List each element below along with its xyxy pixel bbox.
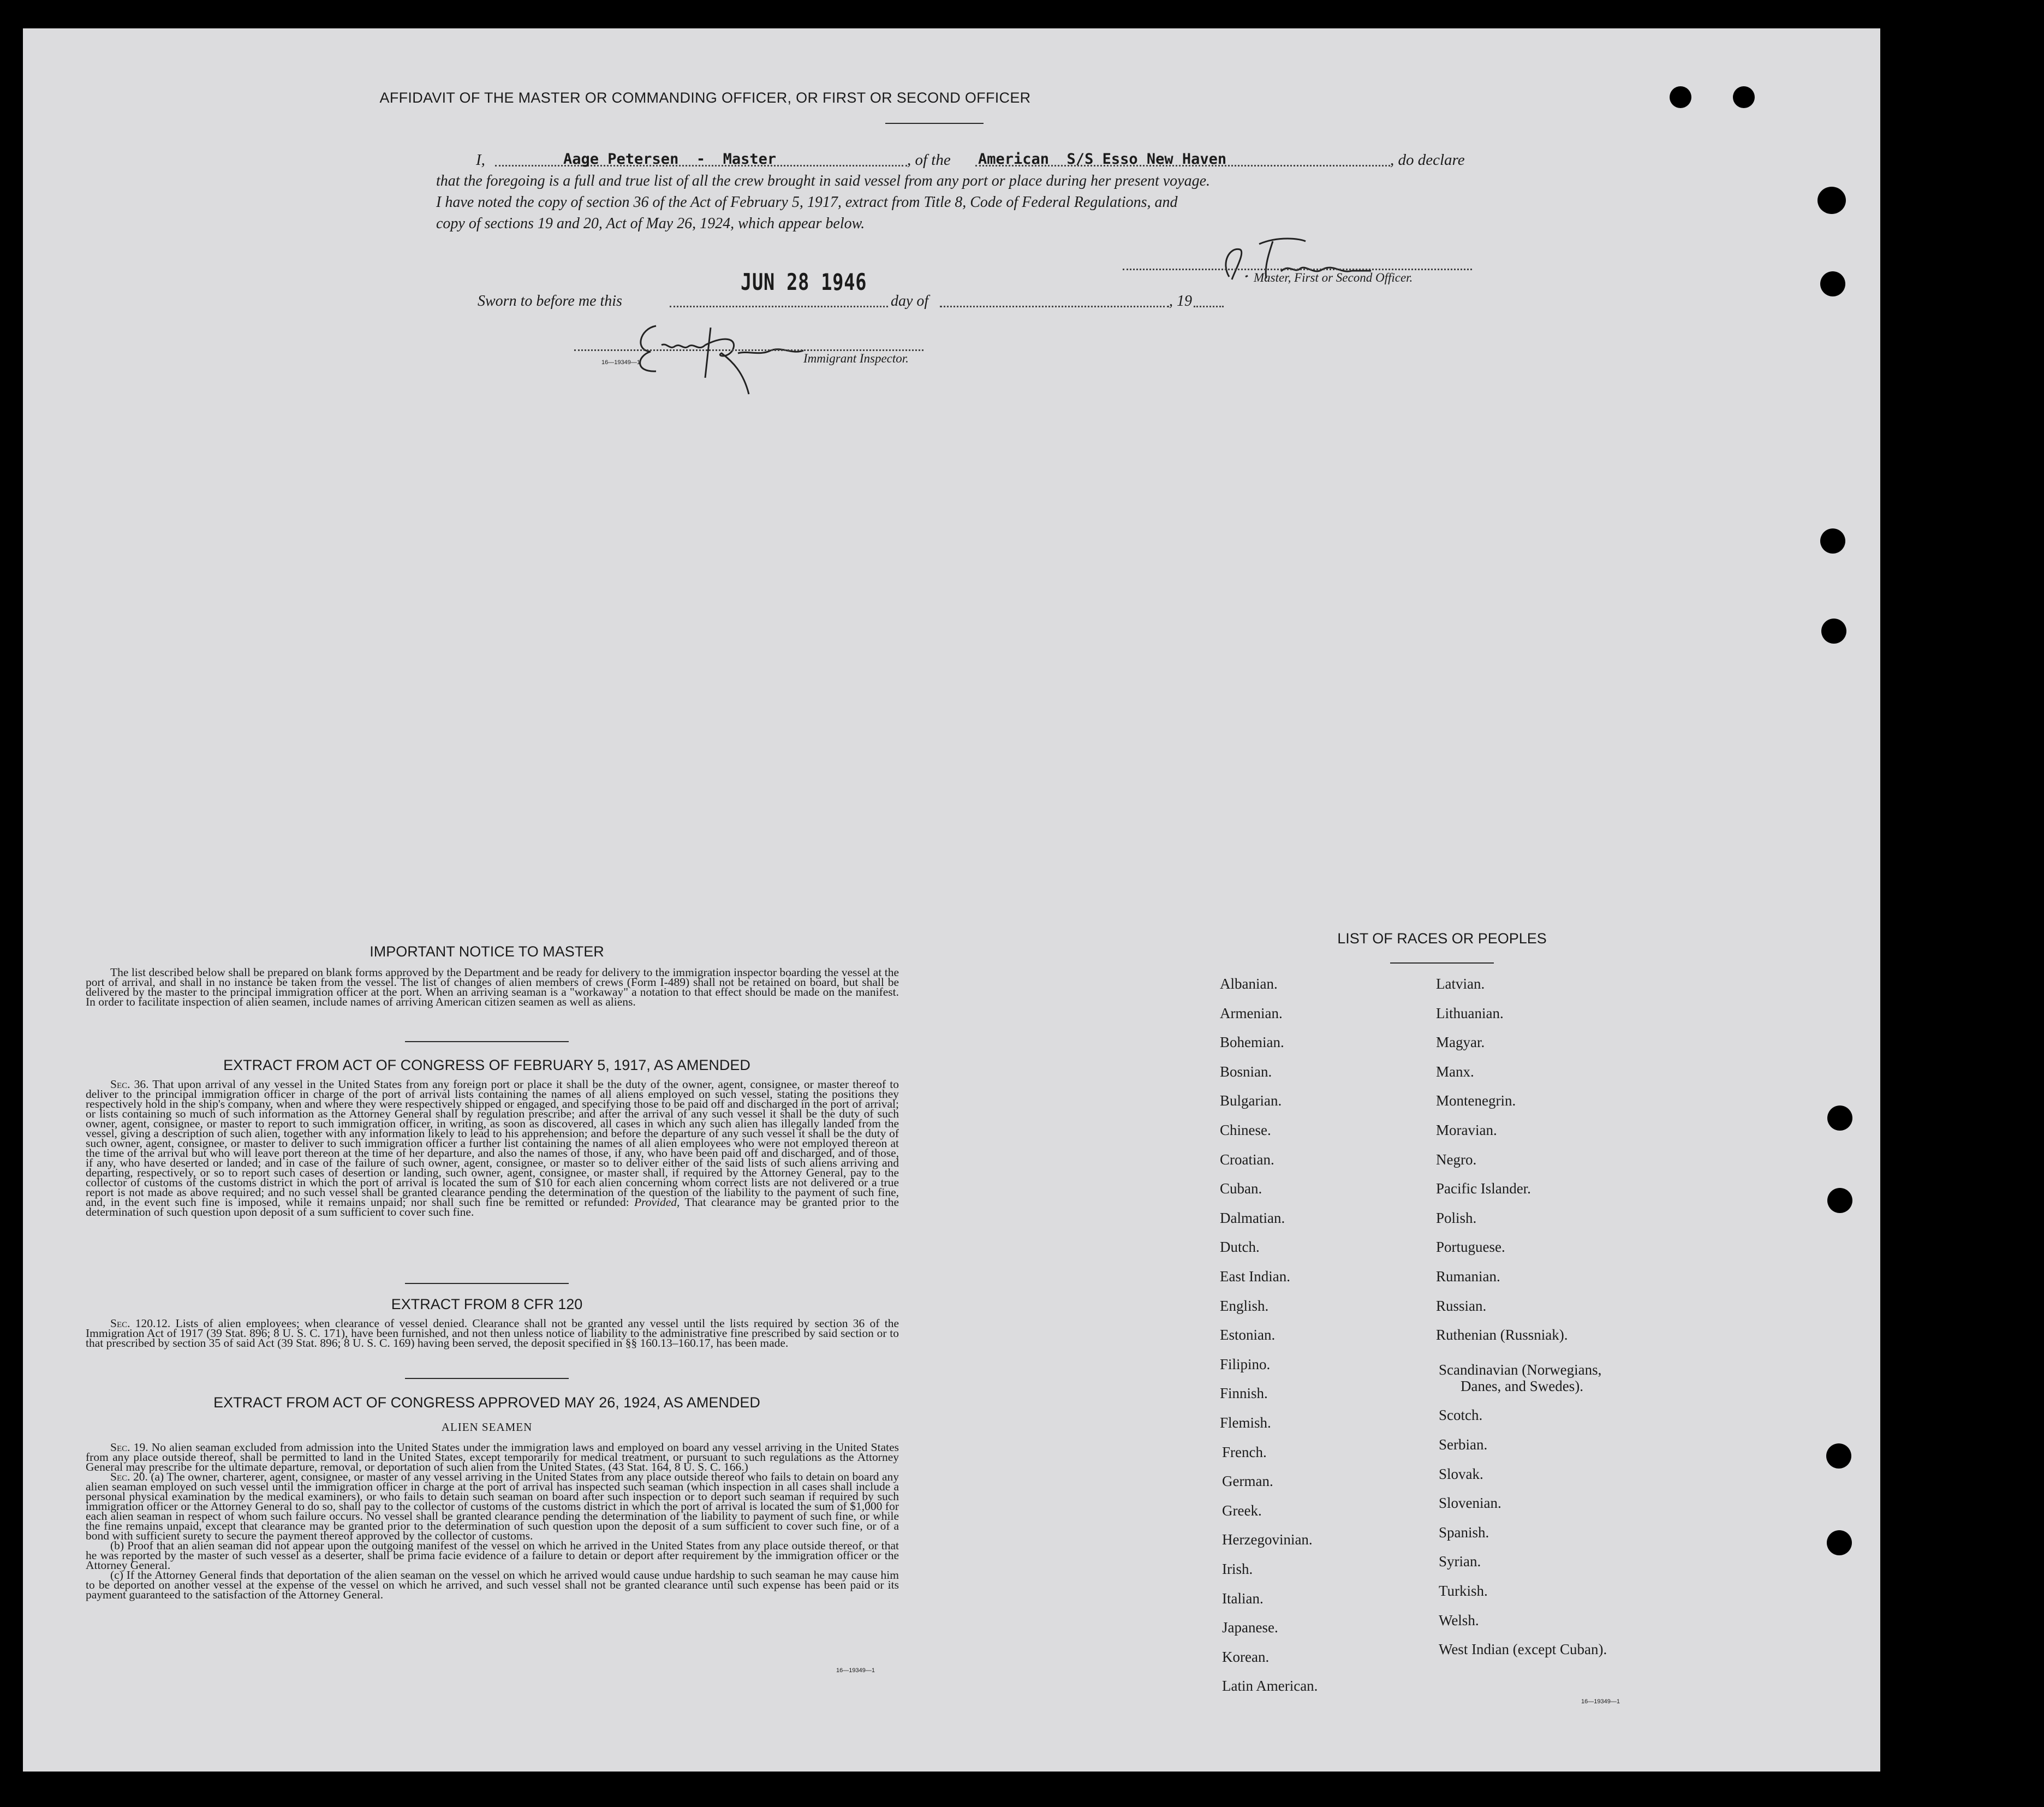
form-number: 16—19349—1 <box>601 359 640 366</box>
race-item: West Indian (except Cuban). <box>1439 1641 1607 1658</box>
race-item: French. <box>1222 1443 1267 1460</box>
race-item: Cuban. <box>1220 1180 1262 1197</box>
inspector-signature <box>623 312 820 400</box>
master-name-field[interactable]: Aage Petersen - Master <box>563 151 777 168</box>
race-item: Pacific Islander. <box>1436 1180 1531 1197</box>
race-item: Chinese. <box>1220 1122 1271 1138</box>
race-item: Scandinavian (Norwegians, <box>1439 1361 1602 1378</box>
year-line <box>1194 306 1224 307</box>
race-item: Scotch. <box>1439 1407 1483 1424</box>
punch-hole <box>1733 86 1755 108</box>
race-item: Negro. <box>1436 1151 1477 1168</box>
race-item: Portuguese. <box>1436 1239 1505 1256</box>
form-number: 16—19349—1 <box>1581 1698 1620 1705</box>
form-number: 16—19349—1 <box>836 1667 875 1674</box>
year-prefix: , 19 <box>1169 293 1192 310</box>
race-item: Turkish. <box>1439 1583 1488 1599</box>
inspector-signature-line <box>574 349 923 351</box>
race-item: Spanish. <box>1439 1524 1489 1541</box>
punch-hole <box>1817 187 1846 214</box>
race-item: Magyar. <box>1436 1034 1485 1051</box>
race-item: Albanian. <box>1220 976 1278 992</box>
race-item: Serbian. <box>1439 1436 1488 1453</box>
divider <box>1390 962 1494 964</box>
punch-hole <box>1827 1188 1852 1213</box>
race-item: Finnish. <box>1220 1385 1268 1402</box>
race-item: Japanese. <box>1222 1619 1278 1636</box>
affidavit-body-line2: I have noted the copy of section 36 of the Act of February 5, 1917, extract from Title 8, Code of Federal Regulations, and <box>436 194 1178 211</box>
race-item: Ruthenian (Russniak). <box>1436 1327 1568 1344</box>
sworn-text: Sworn to before me this <box>478 293 622 310</box>
cfr-title: EXTRACT FROM 8 CFR 120 <box>391 1296 583 1312</box>
race-item: Manx. <box>1436 1063 1474 1080</box>
punch-hole <box>1827 1105 1852 1131</box>
punch-hole <box>1670 86 1691 108</box>
officer-signature-line <box>1123 269 1472 270</box>
race-item: Welsh. <box>1439 1612 1479 1628</box>
race-item: English. <box>1220 1297 1269 1314</box>
races-title: LIST OF RACES OR PEOPLES <box>1337 930 1547 947</box>
race-item: Flemish. <box>1220 1414 1271 1431</box>
race-item: Irish. <box>1222 1561 1253 1577</box>
document-sheet <box>23 28 1880 1772</box>
race-item: Italian. <box>1222 1590 1264 1607</box>
extract-1917-text: Sec. 36. That upon arrival of any vessel in the United States from any foreign port or place it shall be the duty of the owner, agent, consignee, or master thereof to deliver to the principal immigration officer in charge of the port of arrival lists containing the names of all aliens employed on such vessel, stating the positions they respectively hold in the ship's company, when and where they were respectively shipped or engaged, and specifying those to be paid off and discharged in the port of arrival; or lists containing so much of such information as the Attorney General shall by regulation prescribe; and after the arrival of any such vessel it shall be the duty of such owner, agent, consignee, or master to report to such immigration officer, in writing, as soon as discovered, all cases in which any such alien has illegally landed from the vessel, giving a description of such alien, together with any information likely to lead to his apprehension; and before the departure of any such vessel it shall be the duty of such owner, agent, consignee, or master to deliver to such immigration officer a further list containing the names of all alien employees who were not employed thereon at the time of the arrival but who will leave port thereon at the time of her departure, and also the names of those, if any, who have been paid off and discharged, and of those, if any, who have deserted or landed; and in case of the failure of such owner, agent, consignee, or master so to deliver either of the said lists of such aliens arriving and departing, respectively, or so to report such cases of desertion or landing, such owner, agent, consignee, or master shall, if required by the Attorney General, pay to the collector of customs of the customs district in which the port of arrival is located the sum of $10 for each alien concerning whom correct lists are not delivered or a true report is not made as above required; and no such vessel shall be granted clearance pending the determination of the question of the liability to the payment of such fine, and, in the event such fine is imposed, while it remains unpaid; nor shall such fine be remitted or refunded: Provided, That clearance may be granted prior to the determination of such question upon deposit of a sum sufficient to cover such fine. <box>86 1078 899 1218</box>
race-item: Syrian. <box>1439 1553 1481 1570</box>
sworn-date-line <box>670 306 888 307</box>
race-item: German. <box>1222 1473 1273 1490</box>
date-stamp: JUN 28 1946 <box>741 269 867 295</box>
divider <box>885 123 984 124</box>
section-20c: (c) If the Attorney General finds that deportation of the alien seaman on the vessel on which he arrived would cause undue hardship to such seaman he may cause him to be deported on another vessel at the expense of the vessel on which he arrived, and such vessel shall not be granted clearance until such expense has been paid or its payment guaranteed to the satisfaction of the Attorney General. <box>86 1568 899 1601</box>
race-item: Herzegovinian. <box>1222 1531 1313 1548</box>
notice-text: The list described below shall be prepared on blank forms approved by the Department and be ready for delivery to the immigration inspector boarding the vessel at the port of arrival, and shall in no instance be taken from the vessel. The list of changes of alien members of crews (Form I-489) shall not be retained on board, but shall be delivered by the master to the principal immigration officer at the port. When an arriving seaman is a "workaway" a notation to that effect should be made on the manifest. In order to facilitate inspection of alien seamen, include names of arriving American citizen seamen as well as aliens. <box>86 966 899 1008</box>
section-20a: Sec. 20. (a) The owner, charterer, agent, consignee, or master of any vessel arriving in the United States from any place outside thereof who fails to detain on board any alien seaman employed on such vessel until the immigration officer in charge at the port of arrival has inspected such seaman (which inspection in all cases shall include a personal physical examination by the medical examiners), or who fails to detain such seaman on board after such inspection or to deport such seaman if required by such immigration officer or the Attorney General to do so, shall pay to the collector of customs of the customs district in which the port of arrival is located the sum of $1,000 for each alien seaman in respect of whom such failure occurs. No vessel shall be granted clearance pending the determination of the liability to payment of such fine, or while the fine remains unpaid, except that clearance may be granted prior to the determination of such question upon the deposit of a sum sufficient to cover such fine, or of a bond with sufficient surety to secure the payment thereof approved by the collector of customs. <box>86 1470 899 1542</box>
race-item: Bohemian. <box>1220 1034 1284 1051</box>
race-item: Montenegrin. <box>1436 1092 1516 1109</box>
cfr-text: Sec. 120.12. Lists of alien employees; when clearance of vessel denied. Clearance shall not be granted any vessel until the lists required by section 36 of the Immigration Act of 1917 (39 Stat. 896; 8 U. S. C. 171), have been furnished, and not then unless notice of liability to the administrative fine prescribed by said section or to that prescribed by section 35 of said Act (39 Stat. 896; 8 U. S. C. 169) having been served, the deposit specified in §§ 160.13–160.17, has been made. <box>86 1317 899 1350</box>
race-item: Russian. <box>1436 1297 1487 1314</box>
inspector-caption: Immigrant Inspector. <box>803 352 909 365</box>
affidavit-title: AFFIDAVIT OF THE MASTER OR COMMANDING OFFICER, OR FIRST OR SECOND OFFICER <box>379 90 1031 106</box>
divider <box>405 1378 569 1379</box>
race-item: Danes, and Swedes). <box>1461 1377 1583 1394</box>
affidavit-body-line3: copy of sections 19 and 20, Act of May 26, 1924, which appear below. <box>436 215 865 232</box>
affidavit-declare: , do declare <box>1390 151 1465 169</box>
punch-hole <box>1827 1530 1852 1555</box>
section-19: Sec. 19. No alien seaman excluded from admission into the United States under the immigration laws and employed on board any vessel arriving in the United States from any place outside thereof, shall be permitted to land in the United States, except temporarily for medical treatment, or pursuant to such regulations as the Attorney General may prescribe for the ultimate departure, removal, or deportation of such alien from the United States. (43 Stat. 164, 8 U. S. C. 166.) <box>86 1441 899 1473</box>
divider <box>405 1283 569 1284</box>
race-item: Dalmatian. <box>1220 1209 1285 1226</box>
race-item: Filipino. <box>1220 1356 1271 1372</box>
race-item: Croatian. <box>1220 1151 1274 1168</box>
month-line <box>940 306 1169 307</box>
extract-1917-title: EXTRACT FROM ACT OF CONGRESS OF FEBRUARY 5, 1917, AS AMENDED <box>223 1057 750 1073</box>
race-item: Dutch. <box>1220 1239 1260 1256</box>
notice-title: IMPORTANT NOTICE TO MASTER <box>370 943 604 960</box>
race-item: Estonian. <box>1220 1327 1276 1344</box>
vessel-name-field[interactable]: American S/S Esso New Haven <box>978 151 1227 168</box>
race-item: Bulgarian. <box>1220 1092 1282 1109</box>
race-item: Korean. <box>1222 1648 1270 1665</box>
punch-hole <box>1821 619 1846 644</box>
affidavit-body-line1: that the foregoing is a full and true list of all the crew brought in said vessel from any port or place during her present voyage. <box>436 173 1211 189</box>
extract-1924-title: EXTRACT FROM ACT OF CONGRESS APPROVED MAY 26, 1924, AS AMENDED <box>213 1394 760 1411</box>
race-item: Slovenian. <box>1439 1495 1501 1512</box>
race-item: Armenian. <box>1220 1004 1283 1021</box>
race-item: East Indian. <box>1220 1268 1290 1285</box>
affidavit-i: I, <box>476 151 485 169</box>
race-item: Moravian. <box>1436 1122 1497 1138</box>
race-item: Polish. <box>1436 1209 1477 1226</box>
officer-caption: Master, First or Second Officer. <box>1254 271 1413 284</box>
race-item: Lithuanian. <box>1436 1004 1504 1021</box>
day-of-text: day of <box>891 293 929 310</box>
punch-hole <box>1820 528 1845 554</box>
extract-1924-subtitle: ALIEN SEAMEN <box>441 1420 533 1434</box>
extract-1924-text <box>86 1442 899 1600</box>
divider <box>405 1041 569 1042</box>
race-item: Greek. <box>1222 1502 1262 1519</box>
race-item: Latin American. <box>1222 1678 1318 1695</box>
race-item: Slovak. <box>1439 1465 1483 1482</box>
punch-hole <box>1826 1443 1851 1469</box>
race-item: Latvian. <box>1436 976 1485 992</box>
race-item: Bosnian. <box>1220 1063 1272 1080</box>
race-item: Rumanian. <box>1436 1268 1500 1285</box>
section-20b: (b) Proof that an alien seaman did not appear upon the outgoing manifest of the vessel on which he arrived in the United States from any place outside thereof, or that he was reported by the master of such vessel as a deserter, shall be prima facie evidence of a failure to detain or deport after requirement by the immigration officer or the Attorney General. <box>86 1539 899 1572</box>
punch-hole <box>1820 271 1845 296</box>
affidavit-of-the: , of the <box>907 151 951 169</box>
